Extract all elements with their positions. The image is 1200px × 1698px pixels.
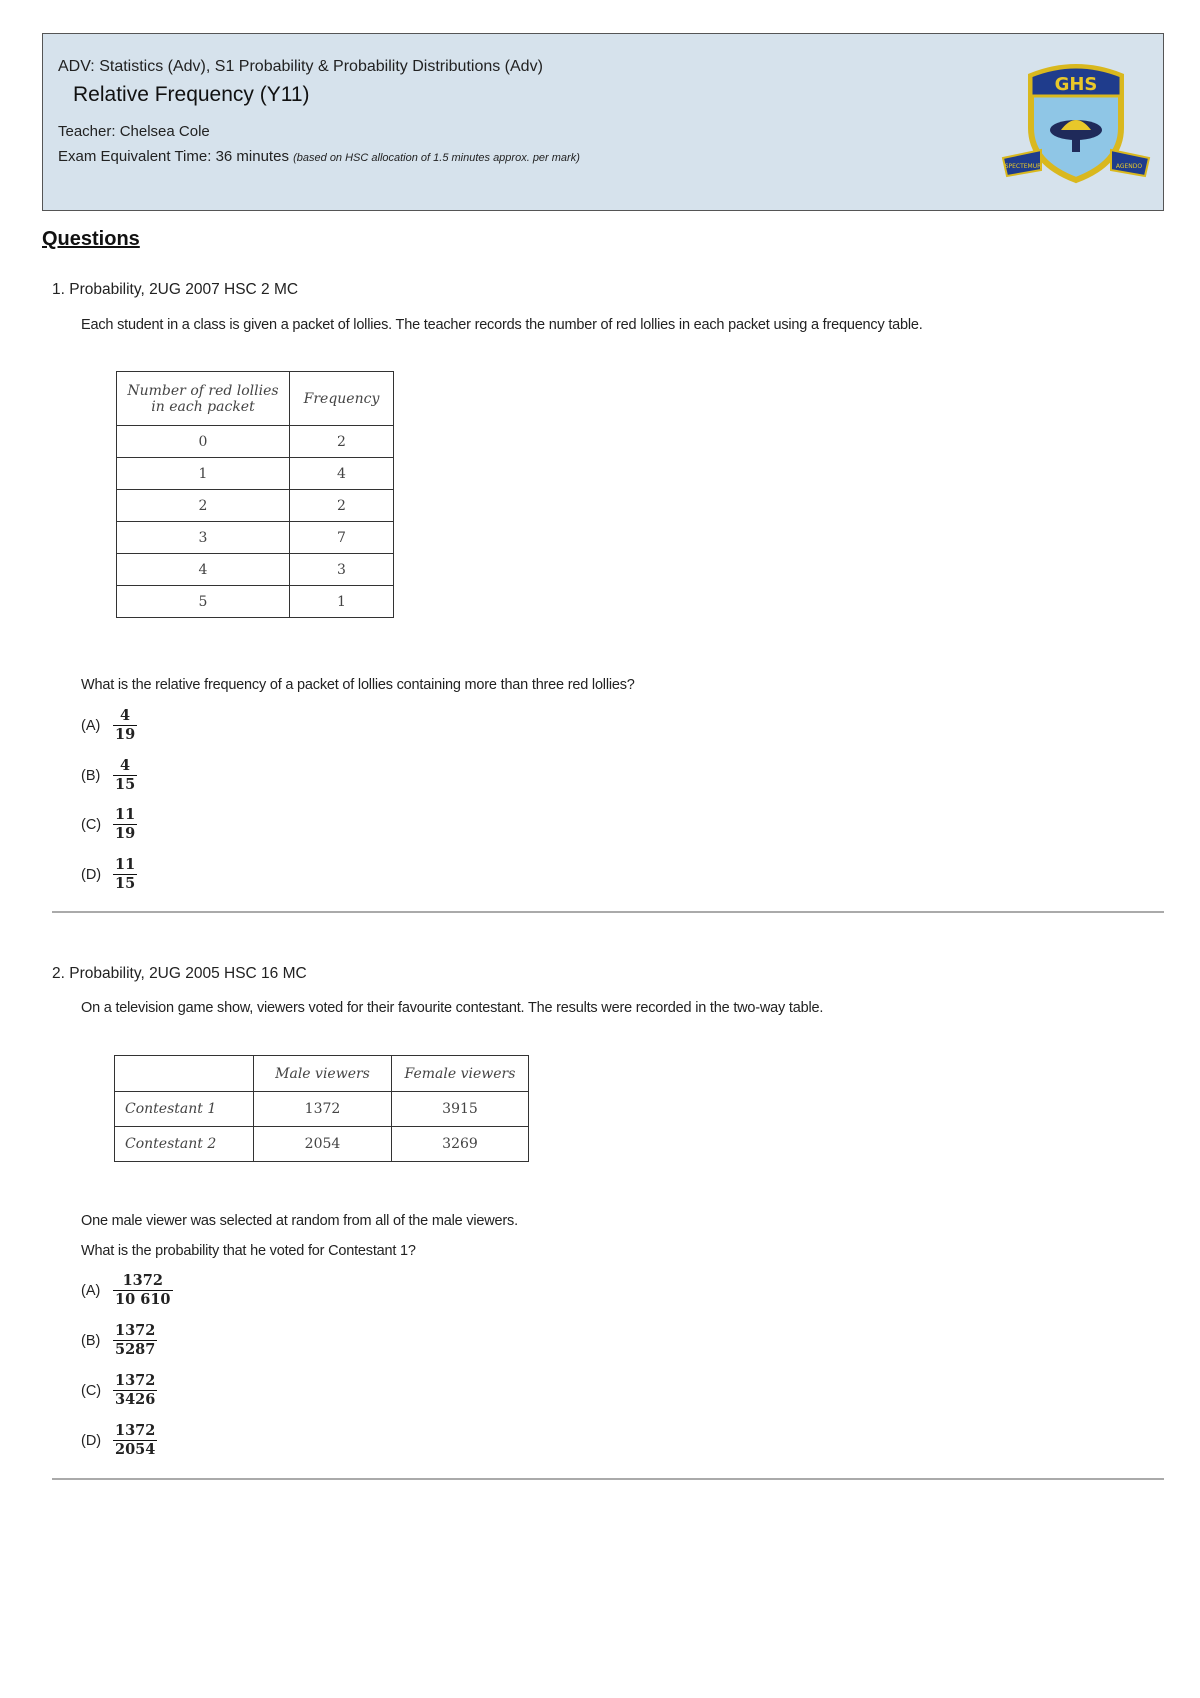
q2-title: 2. Probability, 2UG 2005 HSC 16 MC (52, 965, 307, 982)
fraction: $\frac{4}{15}$ (115, 757, 136, 793)
q1-question: What is the relative frequency of a packet of lollies containing more than three red lollies? (81, 677, 635, 693)
q1-option-a[interactable]: (A) $\frac{4}{19}$ (81, 707, 136, 743)
teacher-line: Teacher: Chelsea Cole (58, 123, 210, 140)
q2-option-d[interactable]: (D) $\frac{1372}{2054}$ (81, 1422, 156, 1458)
q2-option-a[interactable]: (A) $\frac{1372}{10 610}$ (81, 1272, 171, 1308)
exam-time-label: Exam Equivalent Time: 36 minutes (58, 148, 289, 165)
table-row: 0 2 (117, 426, 394, 458)
worksheet-title: Relative Frequency (Y11) (73, 83, 310, 106)
fraction: $\frac{1372}{3426}$ (115, 1372, 156, 1408)
crest-letters: GHS (1054, 74, 1098, 95)
table-row: 1 4 (117, 458, 394, 490)
q2-option-b[interactable]: (B) $\frac{1372}{5287}$ (81, 1322, 156, 1358)
fraction: $\frac{4}{19}$ (115, 707, 136, 743)
table-row: Contestant 2 2054 3269 (115, 1127, 529, 1162)
q2-line1: One male viewer was selected at random from all of the male viewers. (81, 1213, 518, 1229)
fraction: $\frac{1372}{2054}$ (115, 1422, 156, 1458)
q1-option-b[interactable]: (B) $\frac{4}{15}$ (81, 757, 136, 793)
q2-header-male: Male viewers (254, 1056, 392, 1092)
worksheet-header (42, 33, 1164, 211)
q1-header-frequency: Frequency (290, 372, 394, 426)
divider (52, 911, 1164, 913)
school-crest-icon (1001, 58, 1151, 188)
divider (52, 1478, 1164, 1480)
exam-time-note: (based on HSC allocation of 1.5 minutes approx. per mark) (293, 152, 580, 164)
table-row: 2 2 (117, 490, 394, 522)
q2-option-c[interactable]: (C) $\frac{1372}{3426}$ (81, 1372, 156, 1408)
q2-header-female: Female viewers (392, 1056, 529, 1092)
subject-line: ADV: Statistics (Adv), S1 Probability & Probability Distributions (Adv) (58, 58, 543, 75)
crest-banner-right: AGENDO (1115, 163, 1143, 170)
table-row: 4 3 (117, 554, 394, 586)
q2-line2: What is the probability that he voted for Contestant 1? (81, 1243, 416, 1259)
q1-title: 1. Probability, 2UG 2007 HSC 2 MC (52, 281, 299, 298)
q2-two-way-table (114, 1055, 529, 1162)
fraction: $\frac{11}{19}$ (115, 806, 136, 842)
fraction: $\frac{1372}{5287}$ (115, 1322, 156, 1358)
q1-option-c[interactable]: (C) $\frac{11}{19}$ (81, 806, 136, 842)
table-row: 5 1 (117, 586, 394, 618)
fraction: $\frac{1372}{10 610}$ (115, 1272, 171, 1308)
q1-option-d[interactable]: (D) $\frac{11}{15}$ (81, 856, 136, 892)
q1-text: Each student in a class is given a packet of lollies. The teacher records the number of red lollies in each packet using a frequency table. (81, 317, 923, 333)
table-row: Contestant 1 1372 3915 (115, 1092, 529, 1127)
questions-heading: Questions (42, 228, 140, 250)
exam-time-line (58, 148, 580, 165)
q1-frequency-table (116, 371, 394, 618)
crest-banner-left: SPECTEMUR (1004, 163, 1042, 170)
q1-header-count: Number of red lollies in each packet (117, 372, 290, 426)
fraction: $\frac{11}{15}$ (115, 856, 136, 892)
q2-text: On a television game show, viewers voted for their favourite contestant. The results were recorded in the two-way table. (81, 1000, 824, 1016)
table-row: 3 7 (117, 522, 394, 554)
